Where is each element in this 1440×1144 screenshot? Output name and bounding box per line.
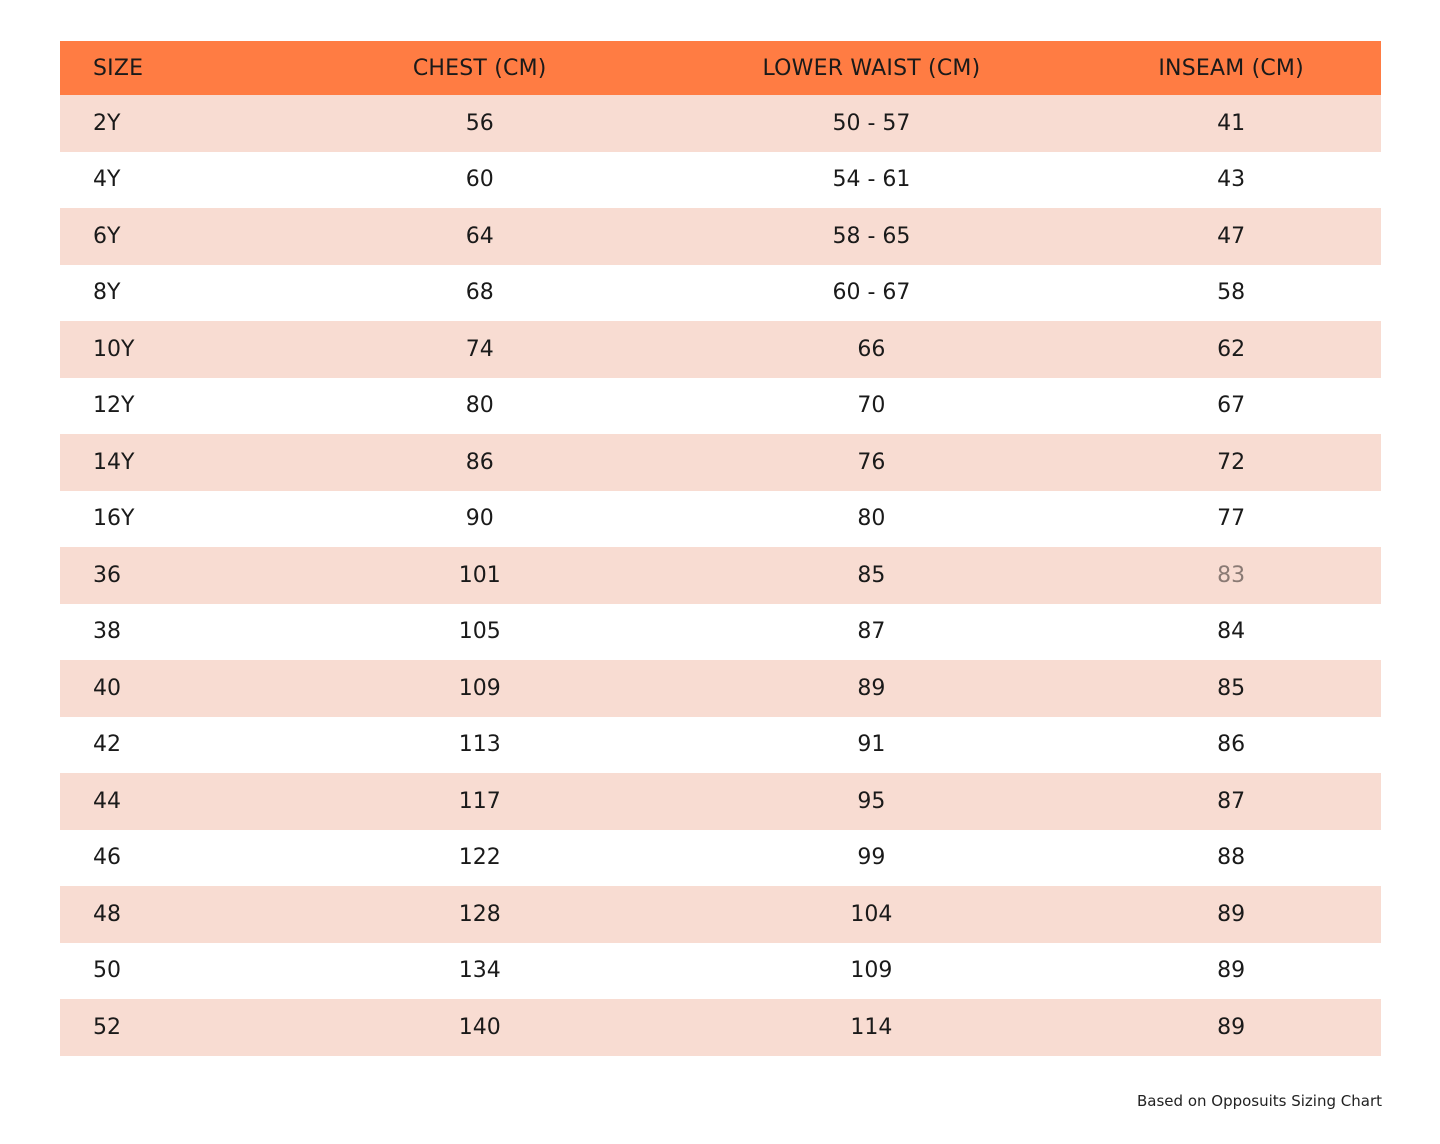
cell-chest: 74	[465, 336, 494, 362]
cell-size: 14Y	[93, 449, 135, 475]
table-row	[60, 943, 1381, 1000]
cell-inseam: 89	[1217, 958, 1246, 984]
header-lower-waist: LOWER WAIST (CM)	[762, 55, 981, 81]
table-row	[60, 321, 1381, 378]
cell-size: 2Y	[93, 110, 121, 136]
cell-chest: 134	[458, 958, 501, 984]
cell-chest: 117	[458, 788, 501, 814]
cell-lower-waist: 54 - 61	[832, 167, 911, 193]
cell-inseam: 41	[1217, 110, 1246, 136]
cell-inseam: 84	[1217, 619, 1246, 645]
cell-chest: 56	[465, 110, 494, 136]
cell-inseam: 88	[1217, 845, 1246, 871]
cell-size: 16Y	[93, 506, 135, 532]
cell-size: 6Y	[93, 223, 121, 249]
table-row	[60, 491, 1381, 548]
cell-lower-waist: 85	[857, 562, 886, 588]
cell-size: 8Y	[93, 280, 121, 306]
cell-chest: 113	[458, 732, 501, 758]
cell-lower-waist: 99	[857, 845, 886, 871]
cell-size: 12Y	[93, 393, 135, 419]
cell-inseam: 86	[1217, 732, 1246, 758]
cell-lower-waist: 95	[857, 788, 886, 814]
table-row	[60, 886, 1381, 943]
cell-chest: 60	[465, 167, 494, 193]
cell-size: 40	[93, 675, 121, 701]
cell-inseam: 72	[1217, 449, 1246, 475]
source-footnote: Based on Opposuits Sizing Chart	[1137, 1092, 1382, 1110]
table-row	[60, 208, 1381, 265]
cell-chest: 86	[465, 449, 494, 475]
cell-lower-waist: 58 - 65	[832, 223, 911, 249]
cell-lower-waist: 60 - 67	[832, 280, 911, 306]
size-chart-table	[60, 41, 1381, 1056]
table-row	[60, 378, 1381, 435]
cell-lower-waist: 76	[857, 449, 886, 475]
cell-chest: 122	[458, 845, 501, 871]
cell-chest: 109	[458, 675, 501, 701]
cell-inseam: 89	[1217, 901, 1246, 927]
cell-size: 38	[93, 619, 121, 645]
cell-size: 48	[93, 901, 121, 927]
cell-size: 50	[93, 958, 121, 984]
cell-chest: 101	[458, 562, 501, 588]
table-row	[60, 830, 1381, 887]
header-chest: CHEST (CM)	[412, 55, 547, 81]
cell-chest: 90	[465, 506, 494, 532]
cell-inseam: 85	[1217, 675, 1246, 701]
cell-size: 36	[93, 562, 121, 588]
table-row	[60, 999, 1381, 1056]
cell-lower-waist: 70	[857, 393, 886, 419]
cell-inseam: 87	[1217, 788, 1246, 814]
table-row	[60, 773, 1381, 830]
header-size: SIZE	[93, 55, 144, 81]
cell-size: 44	[93, 788, 121, 814]
cell-size: 10Y	[93, 336, 135, 362]
cell-inseam: 58	[1217, 280, 1246, 306]
table-row	[60, 95, 1381, 152]
cell-lower-waist: 114	[850, 1014, 893, 1040]
table-row	[60, 604, 1381, 661]
header-inseam: INSEAM (CM)	[1158, 55, 1304, 81]
cell-size: 4Y	[93, 167, 121, 193]
table-row	[60, 265, 1381, 322]
cell-inseam: 83	[1217, 562, 1246, 588]
cell-lower-waist: 104	[850, 901, 893, 927]
cell-inseam: 47	[1217, 223, 1246, 249]
table-header-row	[60, 41, 1381, 95]
cell-inseam: 62	[1217, 336, 1246, 362]
cell-lower-waist: 80	[857, 506, 886, 532]
cell-lower-waist: 87	[857, 619, 886, 645]
cell-lower-waist: 91	[857, 732, 886, 758]
cell-chest: 64	[465, 223, 494, 249]
table-row	[60, 547, 1381, 604]
cell-chest: 128	[458, 901, 501, 927]
table-row	[60, 717, 1381, 774]
cell-inseam: 43	[1217, 167, 1246, 193]
cell-lower-waist: 66	[857, 336, 886, 362]
cell-lower-waist: 50 - 57	[832, 110, 911, 136]
cell-chest: 140	[458, 1014, 501, 1040]
table-row	[60, 434, 1381, 491]
cell-size: 46	[93, 845, 121, 871]
cell-chest: 68	[465, 280, 494, 306]
cell-inseam: 77	[1217, 506, 1246, 532]
table-row	[60, 152, 1381, 209]
cell-inseam: 67	[1217, 393, 1246, 419]
cell-inseam: 89	[1217, 1014, 1246, 1040]
cell-lower-waist: 89	[857, 675, 886, 701]
cell-chest: 80	[465, 393, 494, 419]
table-row	[60, 660, 1381, 717]
cell-size: 52	[93, 1014, 121, 1040]
cell-lower-waist: 109	[850, 958, 893, 984]
cell-size: 42	[93, 732, 121, 758]
cell-chest: 105	[458, 619, 501, 645]
